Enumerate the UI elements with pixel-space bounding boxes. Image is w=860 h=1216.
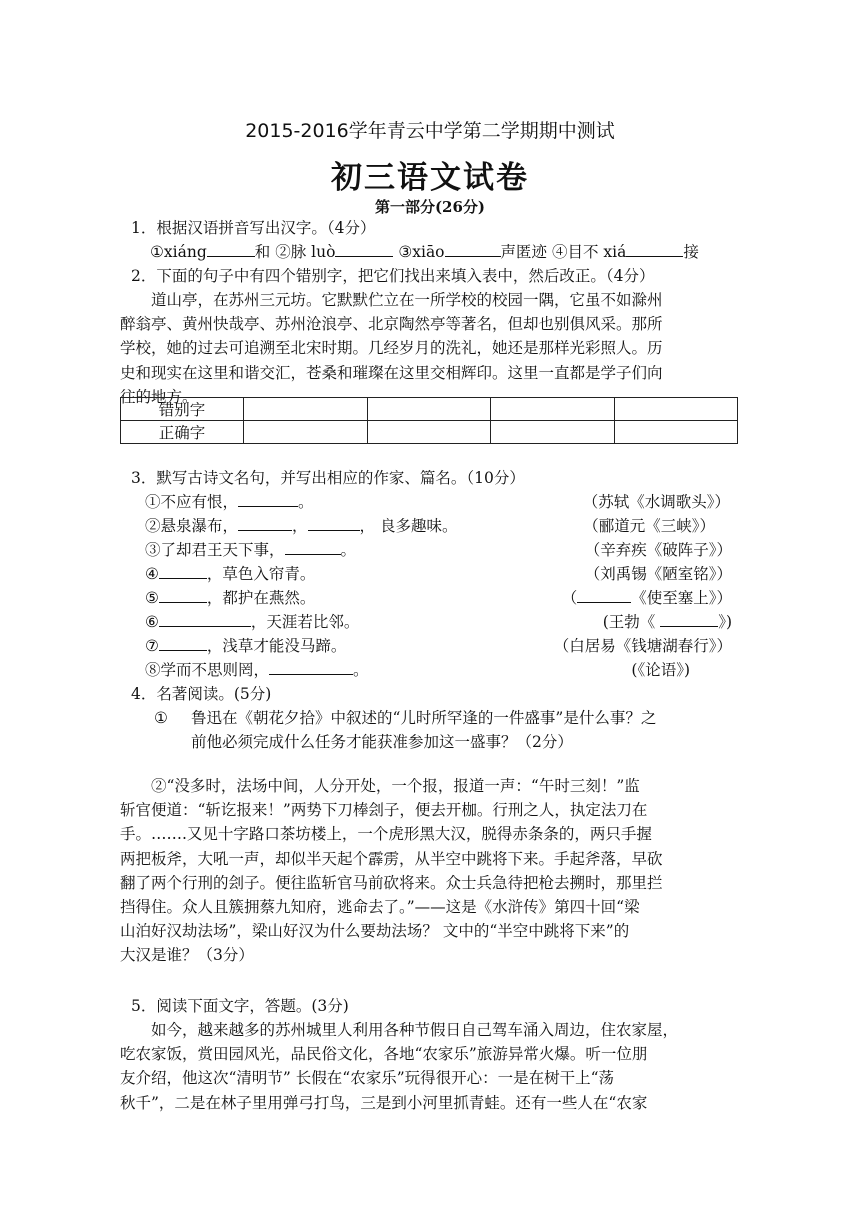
q2-passage (120, 288, 736, 409)
q3-line-1 (145, 490, 314, 514)
table-row (121, 398, 738, 421)
line-text: ，浅草才能没马蹄。 (206, 637, 347, 655)
answer-cell[interactable] (614, 421, 738, 444)
passage-line: 道山亭，在苏州三元坊。它默默伫立在一所学校的校园一隅，它虽不如滁州 (151, 291, 663, 309)
typo-table (120, 397, 738, 444)
line-text: ，都护在燕然。 (206, 589, 316, 607)
answer-cell[interactable] (367, 398, 491, 421)
passage-line: 挡得住。众人且簇拥蔡九知府，逃命去了。”——这是《水浒传》第四十回“梁 (120, 898, 640, 917)
source-text: 》) (718, 613, 732, 631)
line-text: 良多趣味。 (379, 517, 458, 535)
q3-line-4 (145, 562, 315, 586)
q1-item-3: ③xiāo (398, 243, 445, 261)
answer-blank[interactable] (238, 490, 298, 507)
q4-prompt: 4．名著阅读。(5分) (131, 685, 272, 703)
row-header-correct: 正确字 (121, 421, 244, 444)
q3-line-7 (145, 634, 346, 658)
q1-items (150, 240, 699, 264)
q1-item-2: ②脉 luò (275, 243, 336, 261)
passage-line: 手。…….又见十字路口茶坊楼上，一个虎形黑大汉，脱得赤条条的，两只手握 (120, 825, 652, 844)
answer-cell[interactable] (244, 398, 368, 421)
passage-line: 吃农家饭，赏田园风光，品民俗文化，各地“农家乐”旅游异常火爆。听一位朋 (120, 1045, 648, 1064)
q1-item-1b: 和 (254, 243, 271, 261)
answer-cell[interactable] (244, 421, 368, 444)
row-header-wrong: 错别字 (121, 398, 244, 421)
q3-source-5 (562, 586, 732, 610)
paper-title: 初三语文试卷 (331, 160, 529, 196)
q1-item-3b: 声匿迹 (500, 243, 548, 261)
passage-line: 斩官便道：“斩讫报来！”两势下刀棒刽子，便去开枷。行刑之人，执定法刀在 (120, 801, 648, 820)
table-row (121, 421, 738, 444)
q2-prompt: 2．下面的句子中有四个错别字，把它们找出来填入表中，然后改正。（4分） (131, 267, 655, 285)
line-text: ①不应有恨， (145, 493, 239, 511)
answer-blank[interactable] (335, 240, 393, 257)
q1-item-1: ①xiáng (150, 243, 207, 261)
q3-line-2 (145, 514, 458, 538)
line-text: ，草色入帘青。 (206, 565, 316, 583)
q3-line-6 (145, 610, 359, 634)
section-title: 第一部分(26分) (374, 198, 486, 216)
q5-passage (120, 1018, 736, 1115)
passage-line: ②“没多时，法场中间，人分开处，一个报，报道一声：“午时三刻！”监 (151, 777, 640, 795)
line-text: ④ (145, 565, 159, 583)
answer-blank[interactable] (159, 586, 207, 603)
q1-prompt: 1．根据汉语拼音写出汉字。（4分） (131, 219, 376, 237)
answer-blank[interactable] (159, 634, 207, 651)
line-text: 。 (298, 493, 314, 511)
q3-line-8 (145, 658, 369, 682)
q3-source-4: （刘禹锡《陋室铭》） (584, 565, 732, 583)
q3-source-8: (《论语》) (631, 661, 690, 679)
exam-title: 2015-2016学年青云中学第二学期期中测试 (245, 120, 615, 142)
passage-line: 醉翁亭、黄州快哉亭、苏州沧浪亭、北京陶然亭等著名，但却也别俱风采。那所 (120, 315, 663, 334)
passage-line: 往的地方。 (120, 387, 198, 406)
q3-line-5 (145, 586, 315, 610)
line-text: ，天涯若比邻。 (250, 613, 360, 631)
line-text: 。 (353, 661, 369, 679)
answer-blank[interactable] (308, 514, 360, 531)
passage-line: 大汉是谁？（3分） (120, 946, 254, 965)
passage-line: 山泊好汉劫法场”，梁山好汉为什么要劫法场？ 文中的“半空中跳将下来”的 (120, 922, 630, 941)
answer-blank[interactable] (238, 514, 292, 531)
q3-source-7: （白居易《钱塘湖春行》） (553, 637, 732, 655)
answer-cell[interactable] (491, 398, 615, 421)
q4-sub1-num: ① (154, 709, 168, 727)
answer-blank[interactable] (445, 240, 501, 257)
line-text: ③了却君王天下事， (145, 541, 285, 559)
q5-prompt: 5．阅读下面文字，答题。(3分) (131, 997, 349, 1015)
line-text: ⑤ (145, 589, 159, 607)
source-text: 《使至塞上》） (631, 589, 732, 607)
line-text: ②悬泉瀑布， (145, 517, 239, 535)
q3-line-3 (145, 538, 356, 562)
line-text: ⑧学而不思则罔， (145, 661, 270, 679)
passage-line: 秋千”，二是在林子里用弹弓打鸟，三是到小河里抓青蛙。还有一些人在“农家 (120, 1093, 648, 1112)
passage-line: 如今，越来越多的苏州城里人利用各种节假日自己驾车涌入周边，住农家屋， (151, 1021, 679, 1039)
passage-line: 友介绍，他这次“清明节” 长假在“农家乐”玩得很开心：一是在树干上“荡 (120, 1069, 615, 1088)
line-text: ， (359, 517, 376, 535)
q1-item-4b: 接 (683, 243, 699, 261)
passage-line: 翻了两个行刑的刽子。便往监斩官马前砍将来。众士兵急待把枪去搠时，那里拦 (120, 873, 663, 892)
passage-line: 学校，她的过去可追溯至北宋时期。几经岁月的洗礼，她还是那样光彩照人。历 (120, 339, 663, 358)
answer-blank[interactable] (660, 610, 718, 627)
answer-cell[interactable] (491, 421, 615, 444)
source-text: （ (561, 589, 578, 607)
passage-line: 史和现实在这里和谐交汇，苍桑和璀璨在这里交相辉印。这里一直都是学子们向 (120, 363, 663, 382)
answer-blank[interactable] (159, 610, 251, 627)
q4-sub1-line1: 鲁迅在《朝花夕拾》中叙述的“儿时所罕逢的一件盛事”是什么事？之 (191, 709, 657, 727)
answer-cell[interactable] (367, 421, 491, 444)
line-text: ⑦ (145, 637, 159, 655)
answer-blank[interactable] (285, 538, 341, 555)
answer-blank[interactable] (159, 562, 207, 579)
answer-blank[interactable] (577, 586, 631, 603)
line-text: ⑥ (145, 613, 159, 631)
q3-source-3: （辛弃疾《破阵子》） (584, 541, 732, 559)
answer-blank[interactable] (626, 240, 683, 257)
source-text: (王勃《 (602, 613, 656, 631)
q1-item-4: ④目不 xiá (551, 243, 627, 261)
q3-source-6 (603, 610, 732, 634)
q3-source-2: （郦道元《三峡》） (583, 517, 715, 535)
q3-prompt: 3．默写古诗文名句，并写出相应的作家、篇名。（10分） (131, 469, 525, 487)
q4-sub2-passage (120, 774, 736, 968)
passage-line: 两把板斧，大吼一声，却似半天起个霹雳，从半空中跳将下来。手起斧落，早砍 (120, 849, 663, 868)
line-text: 。 (340, 541, 357, 559)
answer-blank[interactable] (207, 240, 255, 257)
answer-cell[interactable] (614, 398, 738, 421)
answer-blank[interactable] (269, 658, 353, 675)
q3-source-1: （苏轼《水调歌头》） (582, 493, 730, 511)
q4-sub1-line2: 前他必须完成什么任务才能获准参加这一盛事？（2分） (191, 733, 573, 751)
line-text: ， (292, 517, 308, 535)
